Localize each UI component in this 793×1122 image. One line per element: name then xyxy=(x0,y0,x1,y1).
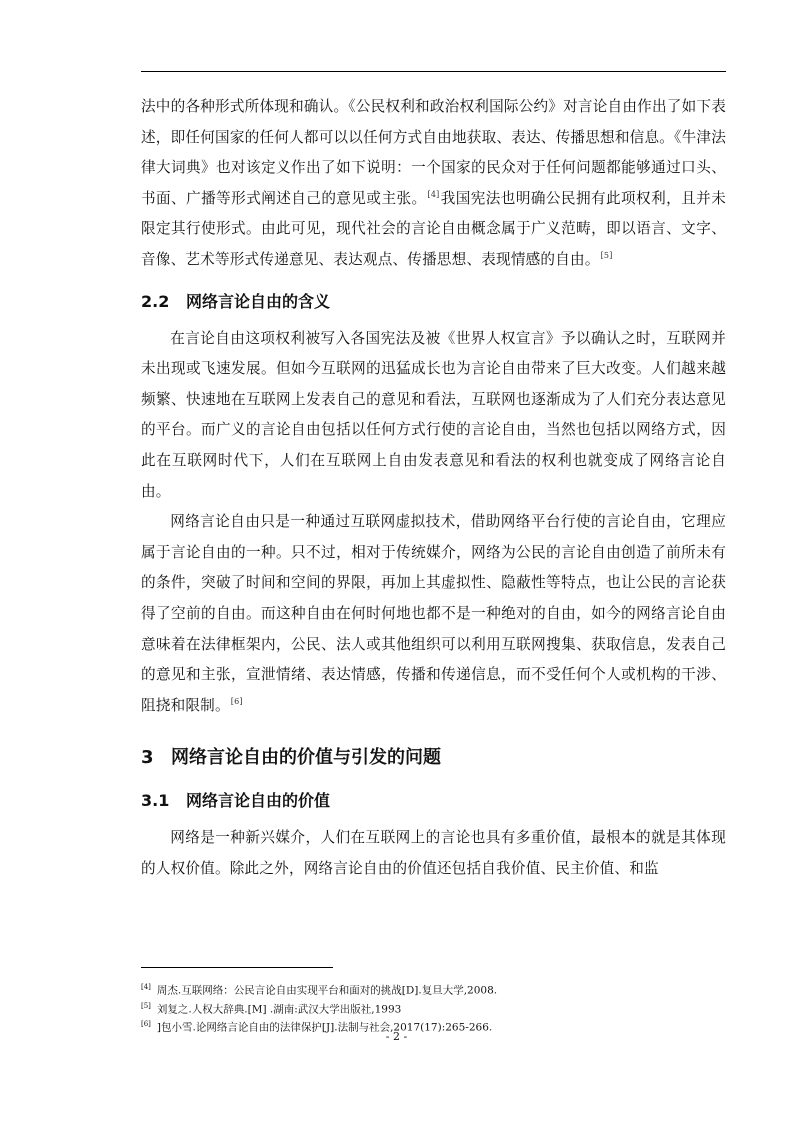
section-heading-2-2: 2.2 网络言论自由的含义 xyxy=(141,291,331,311)
page-body xyxy=(141,92,726,884)
citation-5: [5] xyxy=(600,251,613,261)
paragraph-3-1: 网络是一种新兴媒介，人们在互联网上的言论也具有多重价值，最根本的就是其体现的人权价值。除此之外，网络言论自由的价值还包括自我价值、民主价值、和监 xyxy=(141,829,726,877)
footnote-5: [5] 刘复之.人权大辞典.[M] .湖南:武汉大学出版社,1993 xyxy=(141,1001,402,1015)
footnote-4: [4] 周杰.互联网络：公民言论自由实现平台和面对的挑战[D].复旦大学,2008. xyxy=(141,983,498,997)
citation-4: [4] xyxy=(427,189,440,199)
paragraph-intro: 法中的各种形式所体现和确认。《公民权利和政治权利国际公约》对言论自由作出了如下表述，即任何国家的任何人都可以以任何方式自由地获取、表达、传播思想和信息。《牛津法律大词典》也对该定义作出了如下说明：一个国家的民众对于任何问题都能够通过口头、书面、广播等形式阐述自己的意见或主张。[4]我国宪法也明确公民拥有此项权利，且并未限定其行使形式。由此可见，现代社会的言论自由概念属于广义范畴，即以语言、文字、音像、艺术等形式传递意见、表达观点、传播思想、表现情感的自由。[5] xyxy=(141,98,726,268)
footnote-6: [6] ]包小雪.论网络言论自由的法律保护[J].法制与社会,2017(17):265-266. xyxy=(141,1020,493,1034)
header-rule xyxy=(141,71,726,72)
section-heading-3: 3 网络言论自由的价值与引发的问题 xyxy=(141,747,441,769)
footnotes xyxy=(141,980,726,1036)
paragraph-2-2-a: 在言论自由这项权利被写入各国宪法及被《世界人权宣言》予以确认之时，互联网并未出现或飞速发展。但如今互联网的迅猛成长也为言论自由带来了巨大改变。人们越来越频繁、快速地在互联网上发表自己的意见和看法，互联网也逐渐成为了人们充分表达意见的平台。而广义的言论自由包括以任何方式行使的言论自由，当然也包括以网络方式，因此在互联网时代下，人们在互联网上自由发表意见和看法的权利也就变成了网络言论自由。 xyxy=(141,329,726,500)
section-heading-3-1: 3.1 网络言论自由的价值 xyxy=(141,791,331,811)
footnote-rule xyxy=(141,967,333,968)
citation-6: [6] xyxy=(230,696,243,706)
paragraph-2-2-b: 网络言论自由只是一种通过互联网虚拟技术，借助网络平台行使的言论自由，它理应属于言论自由的一种。只不过，相对于传统媒介，网络为公民的言论自由创造了前所未有的条件，突破了时间和空间的界限，再加上其虚拟性、隐蔽性等特点，也让公民的言论获得了空前的自由。而这种自由在何时何地也都不是一种绝对的自由，如今的网络言论自由意味着在法律框架内，公民、法人或其他组织可以利用互联网搜集、获取信息，发表自己的意见和主张，宣泄情绪、表达情感，传播和传递信息，而不受任何个人或机构的干涉、阻挠和限制。[6] xyxy=(141,513,726,714)
page-number: - 2 - xyxy=(385,1030,408,1043)
